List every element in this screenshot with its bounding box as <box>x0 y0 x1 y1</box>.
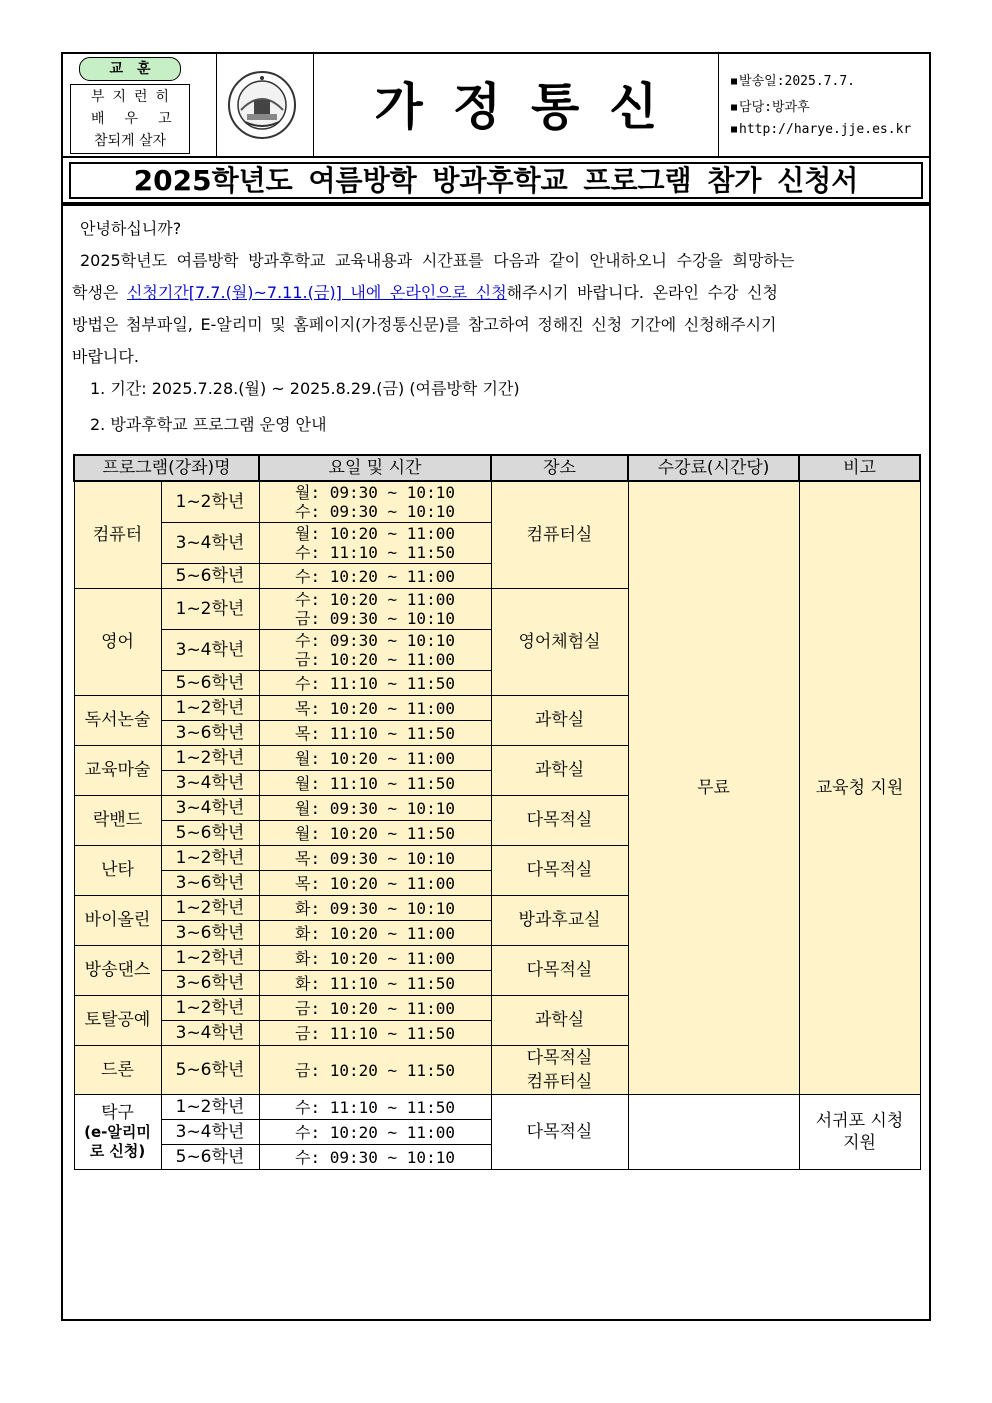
schedule: 수: 10:20 ~ 11:00 <box>259 564 491 589</box>
program-name-pingpong: 탁구 (e-알리미 로 신청) <box>74 1095 161 1170</box>
schedule: 월: 11:10 ~ 11:50 <box>259 771 491 796</box>
person-in-charge: ■ 담당:방과후 <box>731 100 810 115</box>
place: 다목적실 <box>491 946 628 996</box>
header-time: 요일 및 시간 <box>259 455 491 481</box>
schedule: 월: 09:30 ~ 10:10 수: 09:30 ~ 10:10 <box>259 481 491 523</box>
grade: 3~4학년 <box>161 523 259 564</box>
motto-line-1: 부지런히 <box>90 89 178 105</box>
program-name: 드론 <box>74 1046 161 1095</box>
program-name: 락밴드 <box>74 796 161 846</box>
document-title: 2025학년도 여름방학 방과후학교 프로그램 참가 신청서 <box>69 162 923 199</box>
place: 다목적실 <box>491 846 628 896</box>
grade: 3~4학년 <box>161 771 259 796</box>
grade: 3~6학년 <box>161 871 259 896</box>
grade: 1~2학년 <box>161 481 259 523</box>
place: 영어체험실 <box>491 589 628 696</box>
program-name: 컴퓨터 <box>74 481 161 589</box>
schedule: 수: 11:10 ~ 11:50 <box>259 1095 491 1120</box>
place: 과학실 <box>491 996 628 1046</box>
schedule: 화: 09:30 ~ 10:10 <box>259 896 491 921</box>
grade: 3~4학년 <box>161 1120 259 1145</box>
place: 컴퓨터실 <box>491 481 628 589</box>
intro-text <box>72 213 920 441</box>
grade: 3~4학년 <box>161 630 259 671</box>
schedule: 금: 11:10 ~ 11:50 <box>259 1021 491 1046</box>
schedule: 수: 10:20 ~ 11:00 금: 09:30 ~ 10:10 <box>259 589 491 630</box>
schedule: 월: 10:20 ~ 11:50 <box>259 821 491 846</box>
place: 방과후교실 <box>491 896 628 946</box>
intro-line-1: 2025학년도 여름방학 방과후학교 교육내용과 시간표를 다음과 같이 안내하오니 수강을 희망하는 <box>80 251 795 270</box>
motto-line-2: 배우고 <box>91 111 192 127</box>
schedule: 목: 10:20 ~ 11:00 <box>259 871 491 896</box>
motto-section <box>63 54 217 156</box>
newsletter-title-section <box>314 54 719 156</box>
grade: 3~6학년 <box>161 721 259 746</box>
period-item: 1. 기간: 2025.7.28.(월) ~ 2025.8.29.(금) (여름방학 기간) <box>90 379 520 398</box>
grade: 1~2학년 <box>161 946 259 971</box>
grade: 3~6학년 <box>161 971 259 996</box>
place: 다목적실 <box>491 796 628 846</box>
program-table <box>73 454 921 1170</box>
schedule: 금: 10:20 ~ 11:00 <box>259 996 491 1021</box>
schedule: 목: 09:30 ~ 10:10 <box>259 846 491 871</box>
grade: 1~2학년 <box>161 846 259 871</box>
grade: 1~2학년 <box>161 589 259 630</box>
place: 다목적실 컴퓨터실 <box>491 1046 628 1095</box>
newsletter-title: 가정통신 <box>374 77 688 136</box>
grade: 3~4학년 <box>161 796 259 821</box>
schedule: 월: 10:20 ~ 11:00 <box>259 746 491 771</box>
letter-header <box>61 52 931 158</box>
grade: 1~2학년 <box>161 696 259 721</box>
program-name: 난타 <box>74 846 161 896</box>
greeting: 안녕하십니까? <box>80 219 182 238</box>
document-title-frame <box>61 158 931 204</box>
place: 과학실 <box>491 696 628 746</box>
grade: 5~6학년 <box>161 564 259 589</box>
grade: 5~6학년 <box>161 1046 259 1095</box>
grade: 5~6학년 <box>161 671 259 696</box>
header-place: 장소 <box>491 455 628 481</box>
program-name: 바이올린 <box>74 896 161 946</box>
schedule: 화: 10:20 ~ 11:00 <box>259 921 491 946</box>
school-url-link[interactable]: ■ http://harye.jje.es.kr <box>731 122 912 137</box>
program-name: 영어 <box>74 589 161 696</box>
grade: 3~6학년 <box>161 921 259 946</box>
grade: 1~2학년 <box>161 996 259 1021</box>
schedule: 화: 10:20 ~ 11:00 <box>259 946 491 971</box>
program-guide-item: 2. 방과후학교 프로그램 운영 안내 <box>90 415 327 434</box>
logo-section <box>217 54 314 156</box>
schedule: 수: 09:30 ~ 10:10 <box>259 1145 491 1170</box>
motto-line-3: 참되게 살자 <box>93 133 167 149</box>
place: 다목적실 <box>491 1095 628 1170</box>
schedule: 목: 11:10 ~ 11:50 <box>259 721 491 746</box>
schedule: 수: 09:30 ~ 10:10 금: 10:20 ~ 11:00 <box>259 630 491 671</box>
schedule: 수: 10:20 ~ 11:00 <box>259 1120 491 1145</box>
fee-pingpong <box>628 1095 799 1170</box>
grade: 1~2학년 <box>161 896 259 921</box>
grade: 1~2학년 <box>161 746 259 771</box>
grade: 1~2학년 <box>161 1095 259 1120</box>
intro-line-4: 바랍니다. <box>72 347 139 366</box>
intro-line-3: 방법은 첨부파일, E-알리미 및 홈페이지(가정통신문)를 참고하여 정해진 신청 기간에 신청해주시기 <box>72 315 777 334</box>
grade: 3~4학년 <box>161 1021 259 1046</box>
schedule: 금: 10:20 ~ 11:50 <box>259 1046 491 1095</box>
schedule: 월: 10:20 ~ 11:00 수: 11:10 ~ 11:50 <box>259 523 491 564</box>
intro-line-2: 학생은 신청기간[7.7.(월)~7.11.(금)] 내에 온라인으로 신청해주시기 바랍니다. 온라인 수강 신청 <box>72 283 778 302</box>
fee-free: 무료 <box>628 481 799 1095</box>
schedule: 수: 11:10 ~ 11:50 <box>259 671 491 696</box>
grade: 5~6학년 <box>161 821 259 846</box>
motto-label: 교훈 <box>79 57 181 81</box>
header-fee: 수강료(시간당) <box>628 455 799 481</box>
info-section <box>719 54 929 156</box>
header-program: 프로그램(강좌)명 <box>74 455 259 481</box>
note-city-support: 서귀포 시청 지원 <box>799 1095 920 1170</box>
program-name: 방송댄스 <box>74 946 161 996</box>
school-emblem-icon <box>227 70 297 140</box>
program-name: 교육마술 <box>74 746 161 796</box>
place: 과학실 <box>491 746 628 796</box>
application-period-highlight: 신청기간[7.7.(월)~7.11.(금)] 내에 온라인으로 신청 <box>126 283 507 302</box>
schedule: 목: 10:20 ~ 11:00 <box>259 696 491 721</box>
send-date: ■ 발송일:2025.7.7. <box>731 74 855 89</box>
schedule: 화: 11:10 ~ 11:50 <box>259 971 491 996</box>
program-name: 독서논술 <box>74 696 161 746</box>
program-name: 토탈공예 <box>74 996 161 1046</box>
schedule: 월: 09:30 ~ 10:10 <box>259 796 491 821</box>
header-note: 비고 <box>799 455 920 481</box>
motto-box <box>70 84 190 154</box>
grade: 5~6학년 <box>161 1145 259 1170</box>
note-office-support: 교육청 지원 <box>799 481 920 1095</box>
